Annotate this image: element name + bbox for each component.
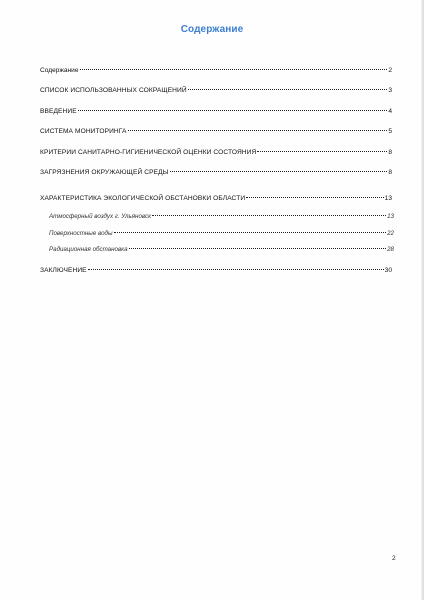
toc-entry-monitoring-system[interactable] xyxy=(40,127,392,136)
toc-entry-label: СПИСОК ИСПОЛЬЗОВАННЫХ СОКРАЩЕНИЙ xyxy=(40,87,187,94)
toc-entry-page: 5 xyxy=(388,128,392,135)
toc-entry-label: Радиационная обстановка xyxy=(49,246,128,253)
toc-entry-conclusion[interactable] xyxy=(40,266,392,275)
page-title: Содержание xyxy=(180,24,244,35)
toc-entry-sanitary-criteria[interactable] xyxy=(40,148,392,157)
toc-entry-environmental-pollution[interactable] xyxy=(40,168,392,177)
toc-entry-label: ХАРАКТЕРИСТИКА ЭКОЛОГИЧЕСКОЙ ОБСТАНОВКИ ОБЛАСТИ xyxy=(40,195,246,202)
toc-entry-label: ЗАГРЯЗНЕНИЯ ОКРУЖАЮЩЕЙ СРЕДЫ xyxy=(40,169,169,176)
toc-entry-label: ВВЕДЕНИЕ xyxy=(40,108,77,115)
toc-entry-label: СИСТЕМА МОНИТОРИНГА xyxy=(40,128,127,135)
dot-leader xyxy=(188,89,388,90)
toc-subentry-radiation[interactable] xyxy=(49,245,394,254)
page-number: 2 xyxy=(392,555,396,562)
toc-entry-page: 22 xyxy=(387,230,394,237)
toc-entry-label: КРИТЕРИИ САНИТАРНО-ГИГИЕНИЧЕСКОЙ ОЦЕНКИ СОСТОЯНИЯ xyxy=(40,149,257,156)
toc-entry-page: 28 xyxy=(387,246,394,253)
toc-entry-label: Поверхностные воды xyxy=(49,230,113,237)
toc-subentry-surface-water[interactable] xyxy=(49,229,394,238)
dot-leader xyxy=(152,215,386,216)
dot-leader xyxy=(257,151,387,152)
toc-entry-page: 30 xyxy=(384,267,392,274)
dot-leader xyxy=(246,197,383,198)
toc-subentry-atmospheric-air[interactable] xyxy=(49,212,394,221)
toc-entry-ecological-situation[interactable] xyxy=(40,194,392,203)
toc-entry-page: 8 xyxy=(388,149,392,156)
dot-leader xyxy=(129,248,387,249)
toc-entry-page: 3 xyxy=(388,87,392,94)
dot-leader xyxy=(78,110,388,111)
toc-entry-page: 8 xyxy=(388,169,392,176)
dot-leader xyxy=(128,130,388,131)
dot-leader xyxy=(80,69,388,70)
dot-leader xyxy=(170,171,388,172)
toc-entry-label: Содержание xyxy=(40,67,79,74)
dot-leader xyxy=(114,232,387,233)
toc-entry-page: 13 xyxy=(384,195,392,202)
toc-entry-contents[interactable] xyxy=(40,66,392,75)
toc-entry-page: 4 xyxy=(388,108,392,115)
toc-entry-introduction[interactable] xyxy=(40,107,392,116)
dot-leader xyxy=(88,269,384,270)
toc-entry-label: ЗАКЛЮЧЕНИЕ xyxy=(40,267,87,274)
toc-entry-abbreviations[interactable] xyxy=(40,86,392,95)
toc-entry-label: Атмосферный воздух г. Ульяновск xyxy=(49,213,151,220)
toc-entry-page: 2 xyxy=(388,67,392,74)
toc-entry-page: 13 xyxy=(387,213,394,220)
